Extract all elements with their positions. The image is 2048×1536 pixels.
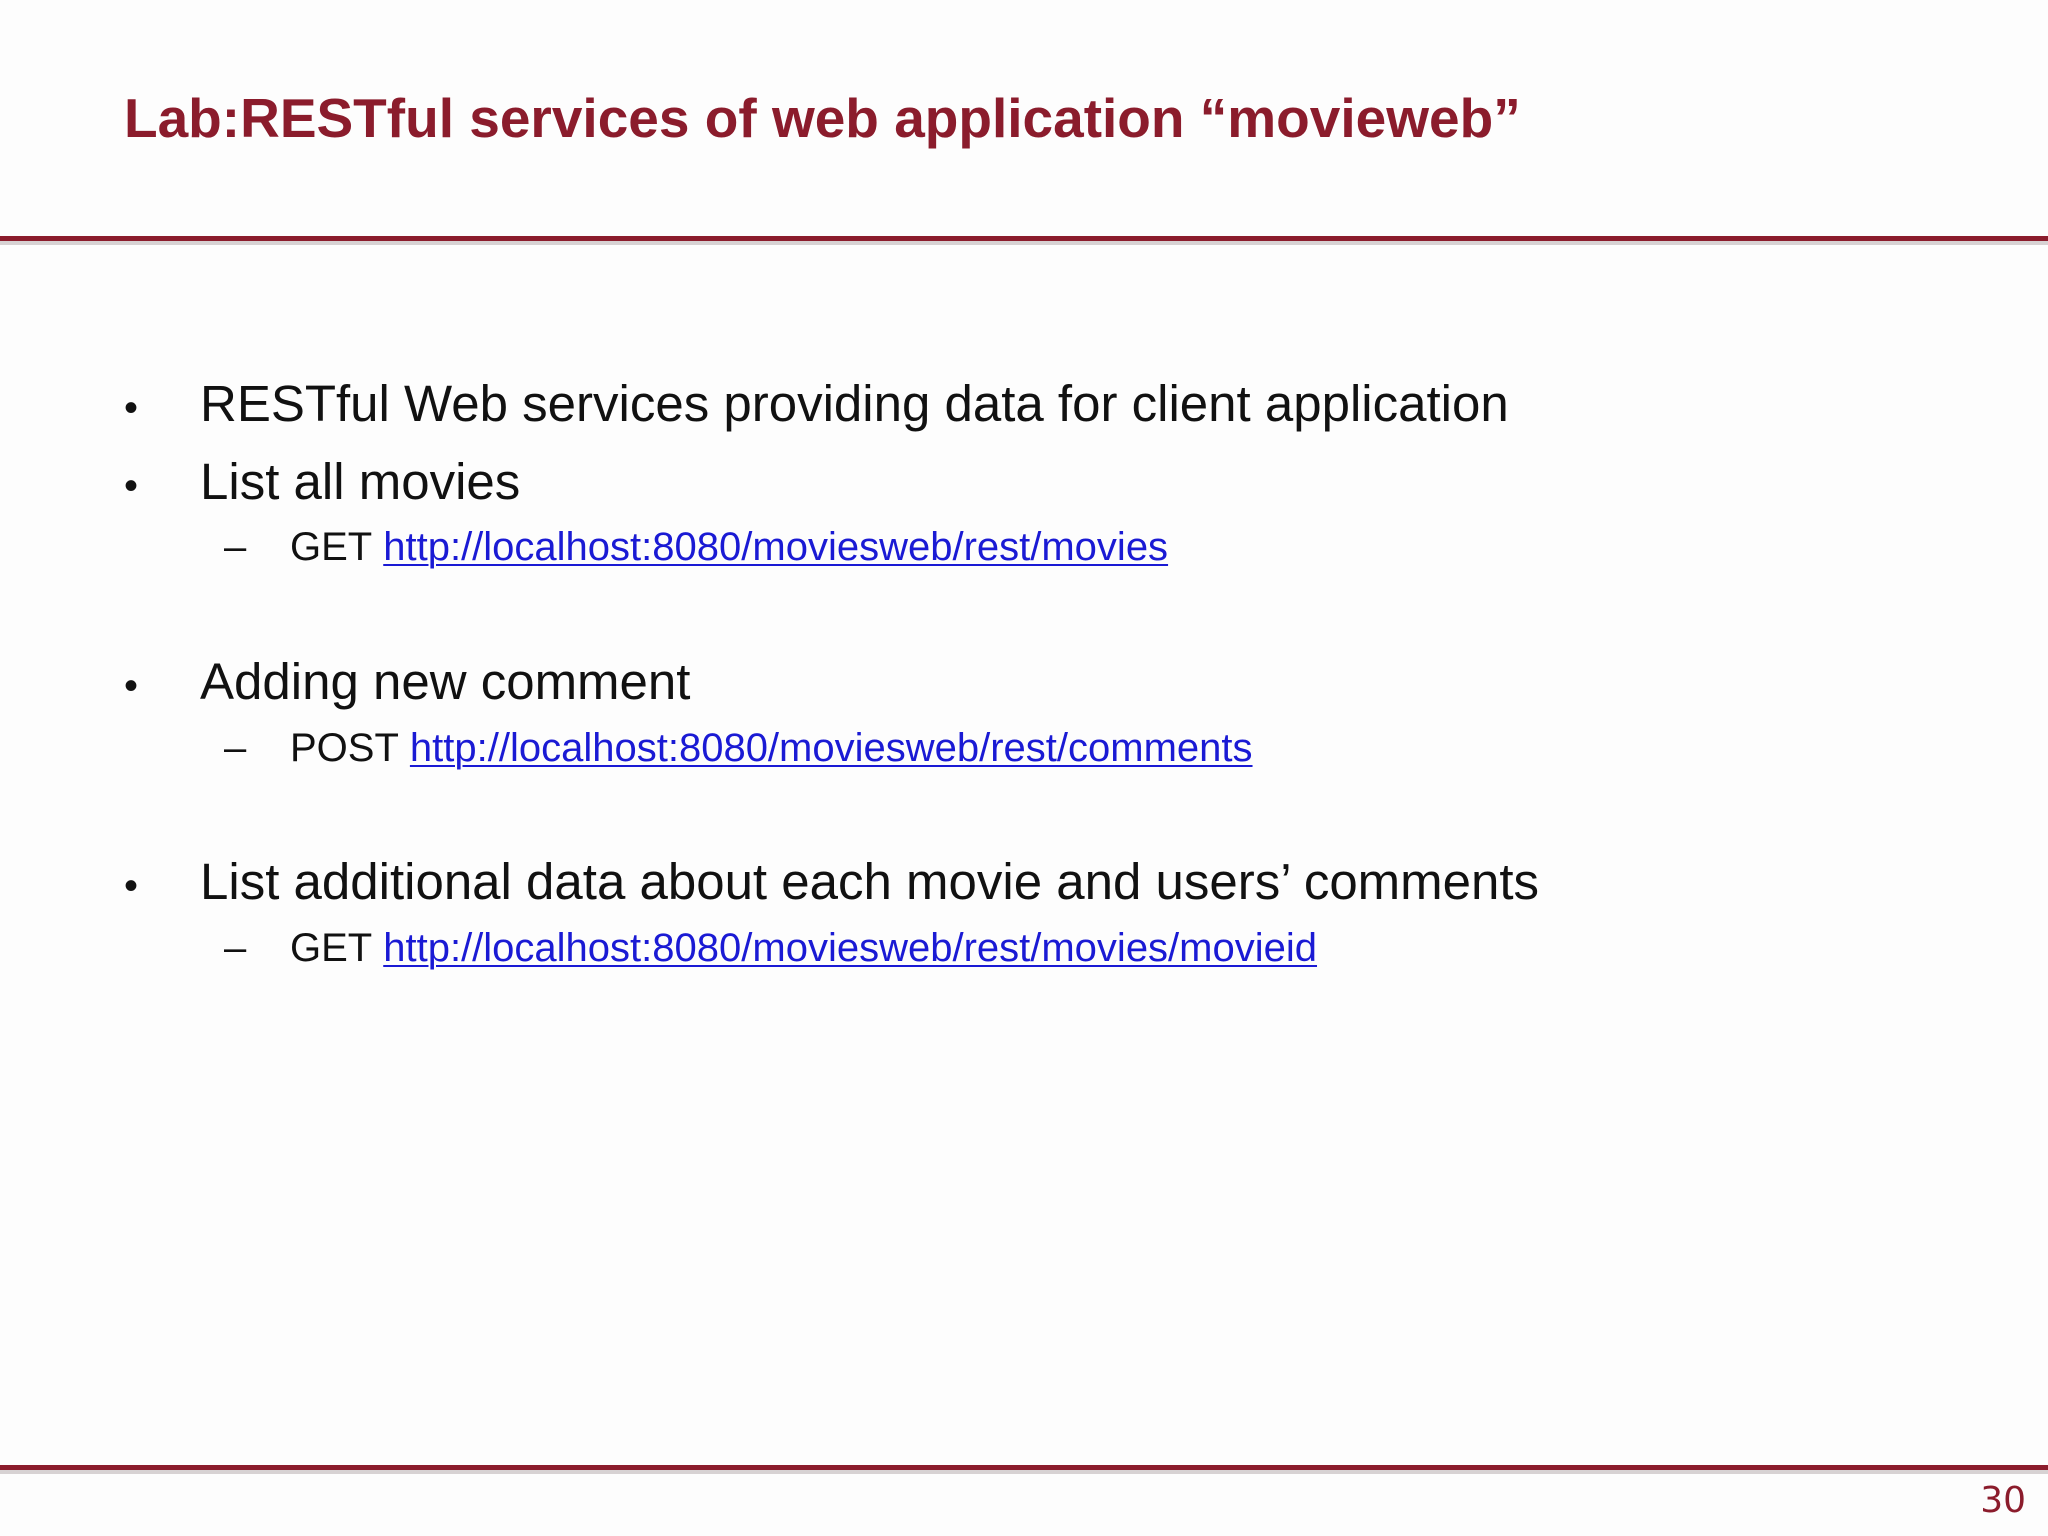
bullet-text: Adding new comment	[200, 653, 691, 710]
http-method: POST	[290, 726, 399, 770]
sub-bullet-item	[224, 525, 1168, 570]
sub-bullet-dash: –	[224, 726, 247, 770]
bullet-dot: •	[124, 864, 139, 908]
footer-divider	[0, 1465, 2048, 1470]
bullet-item	[124, 374, 1509, 433]
endpoint-link[interactable]: http://localhost:8080/moviesweb/rest/comments	[409, 726, 1253, 770]
bullet-dot: •	[124, 464, 139, 508]
bullet-text: RESTful Web services providing data for client application	[200, 375, 1509, 432]
sub-bullet-dash: –	[224, 525, 247, 569]
http-method: GET	[290, 926, 373, 970]
bullet-item	[124, 452, 520, 511]
bullet-dot: •	[124, 664, 139, 708]
http-method: GET	[290, 525, 373, 569]
bullet-dot: •	[124, 386, 139, 430]
footer-divider-shadow	[0, 1470, 2048, 1474]
bullet-item	[124, 652, 690, 711]
bullet-item	[124, 852, 1539, 911]
endpoint-link[interactable]: http://localhost:8080/moviesweb/rest/movies	[383, 525, 1169, 569]
bullet-text: List all movies	[200, 453, 521, 510]
title-divider	[0, 236, 2048, 241]
sub-bullet-item	[224, 926, 1317, 971]
page-number: 30	[1980, 1480, 2026, 1521]
slide-title: Lab:RESTful services of web application “movieweb”	[124, 87, 1521, 149]
bullet-text: List additional data about each movie and users’ comments	[200, 853, 1540, 910]
endpoint-link[interactable]: http://localhost:8080/moviesweb/rest/movies/movieid	[383, 926, 1318, 970]
sub-bullet-dash: –	[224, 926, 247, 970]
sub-bullet-item	[224, 726, 1253, 771]
title-divider-shadow	[0, 241, 2048, 245]
